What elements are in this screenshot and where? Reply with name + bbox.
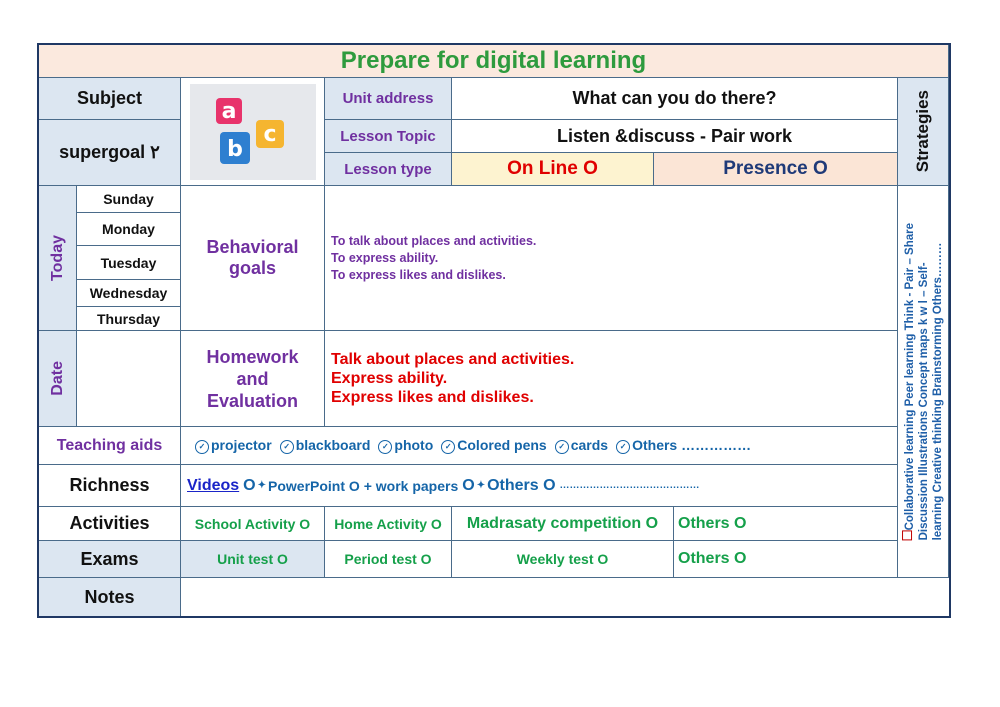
lesson-plan-table — [37, 43, 951, 618]
svg-text:a: a — [221, 98, 236, 124]
exam-others[interactable]: Others O — [674, 541, 898, 578]
check-circle-icon: ✓ — [441, 440, 455, 454]
powerpoint-workpapers[interactable]: PowerPoint O + work papers — [268, 477, 459, 494]
homework-item-1: Talk about places and activities. — [331, 351, 575, 368]
presence-option[interactable]: Presence O — [654, 153, 898, 186]
abc-blocks-icon — [190, 84, 316, 180]
aid-others[interactable]: ✓ Others …………… — [616, 437, 751, 453]
richness-label: Richness — [39, 465, 181, 507]
subject-value: supergoal ٢ — [39, 120, 181, 186]
check-circle-icon: ✓ — [280, 440, 294, 454]
day-wednesday[interactable]: Wednesday — [77, 280, 181, 307]
homework-label: Homework and Evaluation — [181, 331, 325, 427]
teaching-aids-label: Teaching aids — [39, 427, 181, 465]
videos-link[interactable]: Videos — [187, 476, 240, 494]
activity-others[interactable]: Others O — [674, 507, 898, 541]
lesson-type-label: Lesson type — [325, 153, 452, 186]
check-circle-icon: ✓ — [555, 440, 569, 454]
aid-projector[interactable]: ✓ projector — [195, 437, 272, 453]
behavioral-goal-1: To talk about places and activities. — [331, 233, 537, 248]
richness-content: Videos O ✦ PowerPoint O + work papers O ✦ Others O …………………………………… — [181, 465, 898, 507]
richness-dots: …………………………………… — [559, 480, 700, 491]
date-value[interactable] — [77, 331, 181, 427]
behavioral-goal-3: To express likes and dislikes. — [331, 267, 506, 282]
workpapers-option[interactable]: O — [462, 476, 475, 494]
exam-period-test[interactable]: Period test O — [325, 541, 452, 578]
aid-blackboard[interactable]: ✓ blackboard — [280, 437, 371, 453]
strategies-label: Strategies — [913, 90, 932, 173]
teaching-aids-content — [181, 427, 898, 465]
behavioral-goals-label: Behavioral goals — [181, 186, 325, 331]
unit-address-value: What can you do there? — [452, 78, 898, 120]
homework-item-3: Express likes and dislikes. — [331, 389, 534, 406]
today-label: Today — [48, 235, 66, 281]
lesson-topic-value: Listen &discuss - Pair work — [452, 120, 898, 153]
aid-cards[interactable]: ✓ cards — [555, 437, 608, 453]
day-monday[interactable]: Monday — [77, 213, 181, 246]
svg-text:b: b — [226, 136, 243, 162]
activity-madrasaty[interactable]: Madrasaty competition O — [452, 507, 674, 541]
activity-home[interactable]: Home Activity O — [325, 507, 452, 541]
lesson-topic-label: Lesson Topic — [325, 120, 452, 153]
check-circle-icon: ✓ — [195, 440, 209, 454]
unit-address-label: Unit address — [325, 78, 452, 120]
date-cell — [39, 331, 77, 427]
day-tuesday[interactable]: Tuesday — [77, 246, 181, 280]
svg-text:c: c — [262, 121, 277, 147]
checkbox-icon[interactable] — [902, 530, 912, 540]
strategies-list — [898, 186, 949, 578]
check-circle-icon: ✓ — [616, 440, 630, 454]
page-title: Prepare for digital learning — [39, 45, 949, 78]
abc-blocks-image — [181, 78, 325, 186]
online-option[interactable]: On Line O — [452, 153, 654, 186]
check-circle-icon: ✓ — [378, 440, 392, 454]
activities-label: Activities — [39, 507, 181, 541]
strategies-line-3: learning Creative thinking Brainstorming Others……… — [932, 242, 945, 541]
exam-unit-test[interactable]: Unit test O — [181, 541, 325, 578]
strategies-line-2: Discussion Illustrations Concept maps k w l – Self- — [918, 262, 931, 541]
richness-others[interactable]: Others O — [487, 476, 556, 494]
exams-label: Exams — [39, 541, 181, 578]
today-cell — [39, 186, 77, 331]
strategies-header — [898, 78, 949, 186]
activity-school[interactable]: School Activity O — [181, 507, 325, 541]
behavioral-goal-2: To express ability. — [331, 250, 439, 265]
strategies-line-1: Collaborative learning Peer learning Think - Pair – Share — [904, 222, 917, 531]
aid-photo[interactable]: ✓ photo — [378, 437, 433, 453]
day-sunday[interactable]: Sunday — [77, 186, 181, 213]
aid-colored-pens[interactable]: ✓ Colored pens — [441, 437, 546, 453]
homework-content — [325, 331, 898, 427]
notes-label: Notes — [39, 578, 181, 616]
exam-weekly-test[interactable]: Weekly test O — [452, 541, 674, 578]
day-thursday[interactable]: Thursday — [77, 307, 181, 331]
strategies-text — [900, 223, 945, 540]
videos-option[interactable]: O — [243, 476, 256, 494]
subject-label: Subject — [39, 78, 181, 120]
homework-item-2: Express ability. — [331, 370, 448, 387]
behavioral-goals-content — [325, 186, 898, 331]
notes-field[interactable] — [181, 578, 949, 616]
date-label: Date — [48, 361, 66, 396]
